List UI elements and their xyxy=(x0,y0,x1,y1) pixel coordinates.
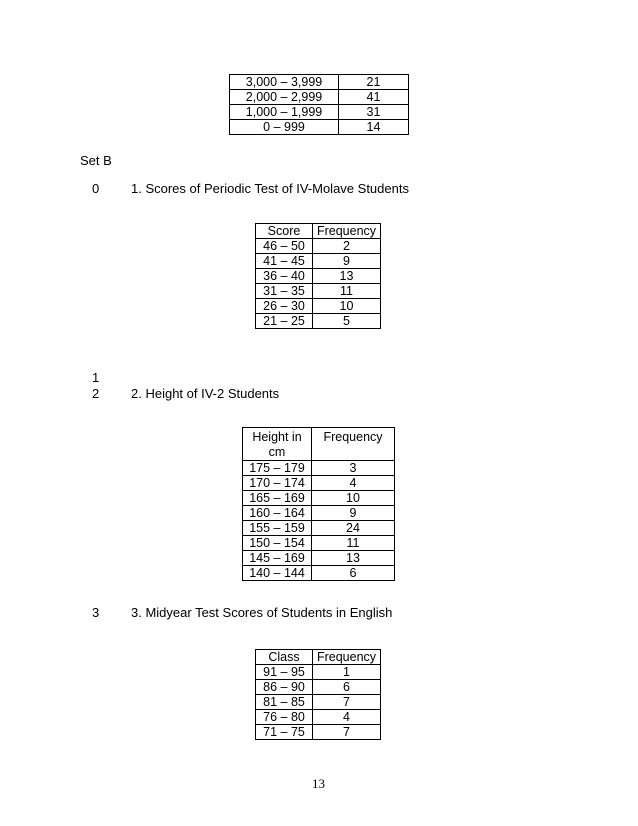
table-row xyxy=(230,90,409,105)
frequency-cell: 14 xyxy=(339,120,409,135)
table-row xyxy=(243,491,395,506)
frequency-cell: 24 xyxy=(312,521,395,536)
item-2-margin-number-b: 2 xyxy=(92,386,100,401)
range-cell: 1,000 – 1,999 xyxy=(230,105,339,120)
range-cell: 81 – 85 xyxy=(256,695,313,710)
frequency-cell: 7 xyxy=(313,695,381,710)
header-height xyxy=(243,428,312,461)
range-cell: 160 – 164 xyxy=(243,506,312,521)
table-row xyxy=(243,506,395,521)
table-row xyxy=(256,299,381,314)
frequency-cell: 6 xyxy=(313,680,381,695)
page-number: 13 xyxy=(312,776,325,791)
header-height-text: Height in cm xyxy=(252,430,302,459)
header-frequency: Frequency xyxy=(313,650,381,665)
range-cell: 41 – 45 xyxy=(256,254,313,269)
range-cell: 31 – 35 xyxy=(256,284,313,299)
table-row xyxy=(230,75,409,90)
frequency-cell: 31 xyxy=(339,105,409,120)
frequency-cell: 21 xyxy=(339,75,409,90)
frequency-cell: 1 xyxy=(313,665,381,680)
range-cell: 71 – 75 xyxy=(256,725,313,740)
frequency-cell: 13 xyxy=(312,551,395,566)
item-3-title: 3. Midyear Test Scores of Students in English xyxy=(131,605,393,620)
table-row xyxy=(256,269,381,284)
class-frequency-table xyxy=(255,649,381,740)
range-cell: 46 – 50 xyxy=(256,239,313,254)
frequency-cell: 9 xyxy=(313,254,381,269)
frequency-cell: 5 xyxy=(313,314,381,329)
item-2-title: 2. Height of IV-2 Students xyxy=(131,386,280,401)
header-frequency: Frequency xyxy=(312,428,395,461)
table-row xyxy=(256,725,381,740)
range-cell: 3,000 – 3,999 xyxy=(230,75,339,90)
table-row xyxy=(256,710,381,725)
table-row xyxy=(256,284,381,299)
range-cell: 175 – 179 xyxy=(243,461,312,476)
table-row xyxy=(230,105,409,120)
table-row xyxy=(256,239,381,254)
range-cell: 91 – 95 xyxy=(256,665,313,680)
frequency-cell: 4 xyxy=(312,476,395,491)
range-cell: 170 – 174 xyxy=(243,476,312,491)
frequency-cell: 11 xyxy=(313,284,381,299)
frequency-cell: 10 xyxy=(312,491,395,506)
range-cell: 86 – 90 xyxy=(256,680,313,695)
header-score: Score xyxy=(256,224,313,239)
frequency-cell: 11 xyxy=(312,536,395,551)
range-cell: 150 – 154 xyxy=(243,536,312,551)
table-row xyxy=(256,665,381,680)
table-row xyxy=(256,680,381,695)
table-row xyxy=(256,695,381,710)
item-2-margin-number-a: 1 xyxy=(92,370,100,385)
range-cell: 145 – 169 xyxy=(243,551,312,566)
frequency-cell: 9 xyxy=(312,506,395,521)
height-frequency-table xyxy=(242,427,395,581)
range-cell: 36 – 40 xyxy=(256,269,313,284)
header-frequency: Frequency xyxy=(313,224,381,239)
table-row xyxy=(256,254,381,269)
range-cell: 76 – 80 xyxy=(256,710,313,725)
table-row xyxy=(230,120,409,135)
frequency-cell: 13 xyxy=(313,269,381,284)
score-frequency-table xyxy=(255,223,381,329)
frequency-cell: 41 xyxy=(339,90,409,105)
table-row xyxy=(243,521,395,536)
range-cell: 0 – 999 xyxy=(230,120,339,135)
table-row xyxy=(256,314,381,329)
frequency-cell: 2 xyxy=(313,239,381,254)
frequency-cell: 10 xyxy=(313,299,381,314)
table-row xyxy=(243,536,395,551)
range-cell: 155 – 159 xyxy=(243,521,312,536)
table-row xyxy=(243,461,395,476)
header-class: Class xyxy=(256,650,313,665)
table-row xyxy=(243,476,395,491)
frequency-cell: 3 xyxy=(312,461,395,476)
frequency-cell: 7 xyxy=(313,725,381,740)
set-label: Set B xyxy=(80,153,112,168)
item-1-title: 1. Scores of Periodic Test of IV-Molave Students xyxy=(131,181,409,196)
top-frequency-table xyxy=(229,74,409,135)
frequency-cell: 4 xyxy=(313,710,381,725)
item-3-margin-number: 3 xyxy=(92,605,100,620)
range-cell: 2,000 – 2,999 xyxy=(230,90,339,105)
table-row xyxy=(243,566,395,581)
range-cell: 165 – 169 xyxy=(243,491,312,506)
frequency-cell: 6 xyxy=(312,566,395,581)
table-row xyxy=(243,551,395,566)
range-cell: 21 – 25 xyxy=(256,314,313,329)
range-cell: 26 – 30 xyxy=(256,299,313,314)
item-1-margin-number: 0 xyxy=(92,181,100,196)
range-cell: 140 – 144 xyxy=(243,566,312,581)
